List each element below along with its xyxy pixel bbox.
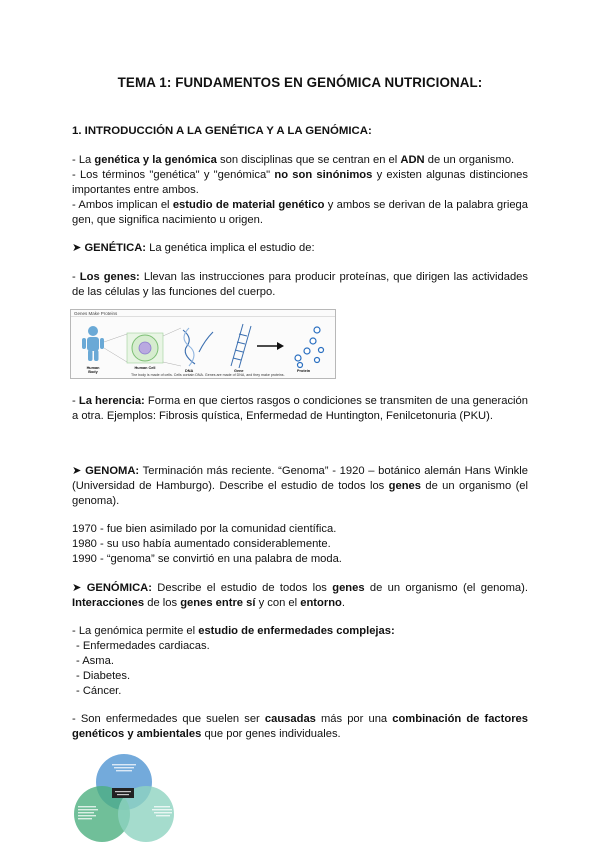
venn-diagram-figure bbox=[72, 754, 184, 844]
figure-title: Genes Make Proteins bbox=[74, 311, 118, 316]
paragraph-genes-line2: de las células y las funciones del cuerpo. bbox=[72, 286, 276, 298]
label-human-cell: Human Cell bbox=[134, 366, 156, 370]
paragraph-causas-line2: genéticos y ambientales que por genes individuales. bbox=[72, 728, 341, 740]
timeline-1990: 1990 - “genoma” se convirtió en una palabra de moda. bbox=[72, 553, 342, 565]
paragraph-causas: - Son enfermedades que suelen ser causadas más por una combinación de factores bbox=[72, 713, 528, 725]
genoma-line2: (Universidad de Hamburgo). Describe el estudio de todos los genes de un organismo (el bbox=[72, 480, 528, 492]
genoma-heading-line: ➤ GENOMA: Terminación más reciente. “Genoma” - 1920 – botánico alemán Hans Winkle bbox=[72, 465, 528, 477]
dna-icon bbox=[163, 328, 213, 366]
label-human-body: Human Body bbox=[86, 366, 100, 374]
disease-item: - Cáncer. bbox=[76, 685, 122, 697]
genetica-heading-line: ➤ GENÉTICA: La genética implica el estudio de: bbox=[72, 242, 315, 254]
arrow-icon bbox=[257, 342, 284, 350]
paragraph-genes: - Los genes: Llevan las instrucciones para producir proteínas, que dirigen las actividades bbox=[72, 271, 528, 283]
paragraph-material-genetico-line2: gen, que significa nacimiento u origen. bbox=[72, 214, 263, 226]
figure-illustration bbox=[71, 310, 335, 378]
label-dna: DNA bbox=[185, 369, 194, 373]
venn-center-box bbox=[112, 788, 134, 798]
human-cell-icon bbox=[104, 333, 163, 363]
venn-diagram bbox=[72, 754, 184, 844]
protein-icon bbox=[295, 327, 324, 368]
paragraph-no-sinonimos-line2: importantes entre ambos. bbox=[72, 184, 199, 196]
disease-item: - Enfermedades cardiacas. bbox=[76, 640, 210, 652]
genes-make-proteins-figure bbox=[70, 309, 336, 379]
label-gene: Gene bbox=[234, 369, 244, 373]
human-body-icon bbox=[82, 326, 104, 361]
page-title: TEMA 1: FUNDAMENTOS EN GENÓMICA NUTRICIONAL: bbox=[117, 75, 483, 90]
paragraph-no-sinonimos: - Los términos "genética" y "genómica" no son sinónimos y existen algunas distinciones bbox=[72, 169, 528, 181]
paragraph-material-genetico: - Ambos implican el estudio de material genético y ambos se derivan de la palabra griega bbox=[72, 199, 528, 211]
disease-item: - Asma. bbox=[76, 655, 114, 667]
gene-icon bbox=[231, 324, 251, 368]
timeline-1970: 1970 - fue bien asimilado por la comunidad científica. bbox=[72, 523, 337, 535]
genomica-line2: Interacciones de los genes entre sí y con el entorno. bbox=[72, 597, 345, 609]
genoma-line3: genoma). bbox=[72, 495, 120, 507]
genomica-heading-line: ➤ GENÓMICA: Describe el estudio de todos los genes de un organismo (el genoma). bbox=[72, 582, 528, 594]
timeline-1980: 1980 - su uso había aumentado considerablemente. bbox=[72, 538, 331, 550]
disease-item: - Diabetes. bbox=[76, 670, 131, 682]
figure-caption: The body is made of cells. Cells contain DNA. Genes are made of DNA, and they make proteins. bbox=[131, 373, 285, 377]
label-protein: Protein bbox=[297, 369, 311, 373]
paragraph-herencia: - La herencia: Forma en que ciertos rasgos o condiciones se transmiten de una generación bbox=[72, 395, 528, 407]
paragraph-herencia-line2: a otra. Ejemplos: Fibrosis quística, Enfermedad de Huntington, Fenilcetonuria (PKU). bbox=[72, 410, 493, 422]
paragraph-genetica-genomica: - La genética y la genómica son disciplinas que se centran en el ADN de un organismo. bbox=[72, 154, 515, 166]
section-heading-intro: 1. INTRODUCCIÓN A LA GENÉTICA Y A LA GENÓMICA: bbox=[72, 125, 372, 137]
paragraph-enfermedades-complejas: - La genómica permite el estudio de enfermedades complejas: bbox=[72, 625, 395, 637]
